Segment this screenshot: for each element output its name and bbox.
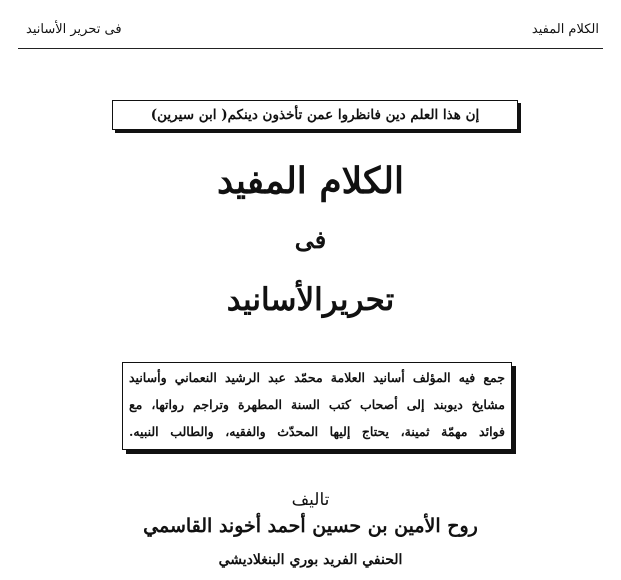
running-header — [18, 8, 603, 49]
header-subtitle: فى تحرير الأسانيد — [26, 22, 122, 37]
description-box — [122, 362, 512, 450]
author-descriptor: الحنفي الفريد بوري البنغلاديشي — [218, 552, 403, 568]
author-name: روح الأمين بن حسين أحمد أخوند القاسمي — [143, 515, 478, 537]
authorship-label: تاليف — [291, 490, 330, 510]
quote-box: إن هذا العلم دين فانظروا عمن تأخذون دينكم( ابن سيرين) — [112, 100, 518, 130]
title-connector: فى — [294, 225, 327, 254]
header-book-title: الكلام المفيد — [531, 22, 599, 37]
description-line-2: مشايخ ديوبند إلى أصحاب كتب السنة المطهرة وتراجم رواتها، مع — [129, 397, 505, 412]
book-title: الكلام المفيد — [217, 160, 404, 202]
description-line-1: جمع فيه المؤلف أسانيد العلامة محمّد عبد الرشيد النعماني وأسانيد — [129, 370, 505, 385]
description-line-3: فوائد مهمّة ثمينة، يحتاج إليها المحدّث والفقيه، والطالب النبيه. — [129, 424, 505, 439]
book-subtitle: تحريرالأسانيد — [226, 282, 395, 318]
